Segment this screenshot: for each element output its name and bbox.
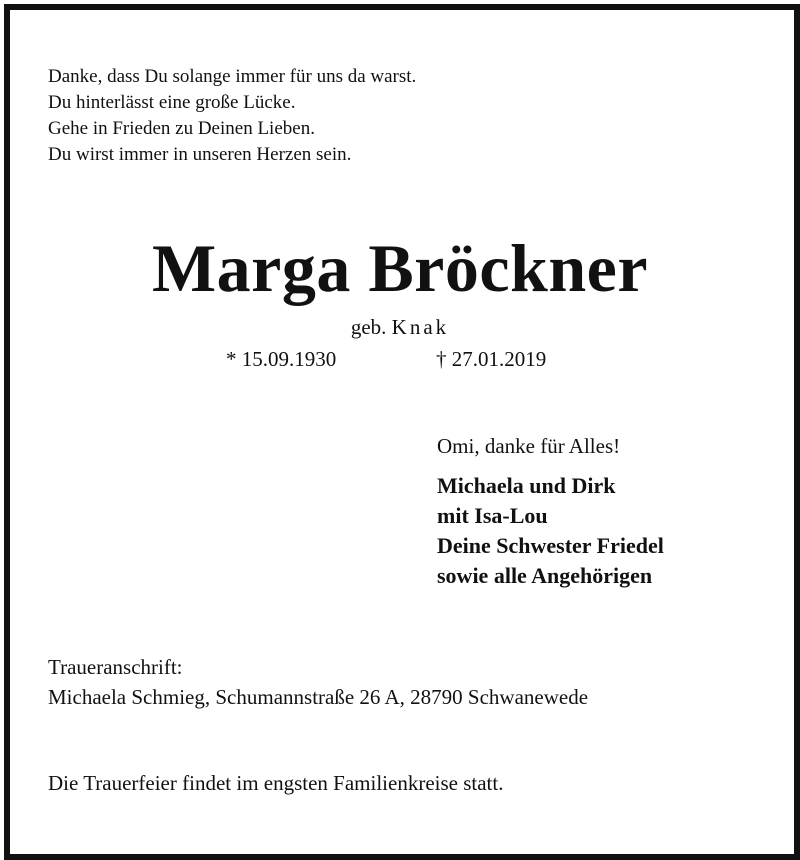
address-label: Traueranschrift: <box>48 655 183 679</box>
mourners-list <box>437 471 664 591</box>
address-value: Michaela Schmieg, Schumannstraße 26 A, 28790 Schwanewede <box>48 685 589 709</box>
poem-line: Du wirst immer in unseren Herzen sein. <box>48 144 352 165</box>
mourner-line: mit Isa-Lou <box>437 503 548 528</box>
memorial-poem <box>48 64 416 168</box>
mourning-address <box>48 652 588 712</box>
poem-line: Du hinterlässt eine große Lücke. <box>48 92 296 113</box>
poem-line: Danke, dass Du solange immer für uns da warst. <box>48 66 417 87</box>
birth-date: * 15.09.1930 <box>226 347 337 371</box>
death-date: † 27.01.2019 <box>436 347 547 371</box>
poem-line: Gehe in Frieden zu Deinen Lieben. <box>48 118 315 139</box>
birth-name <box>0 313 800 341</box>
mourner-line: sowie alle Angehörigen <box>437 563 653 588</box>
mourner-line: Deine Schwester Friedel <box>437 533 664 558</box>
birth-surname: Knak <box>391 315 450 339</box>
birth-name-prefix: geb. <box>350 315 387 339</box>
ceremony-note: Die Trauerfeier findet im engsten Familienkreise statt. <box>48 771 504 795</box>
mourner-line: Michaela und Dirk <box>437 473 616 498</box>
thanks-line: Omi, danke für Alles! <box>437 434 621 458</box>
deceased-name: Marga Bröckner <box>151 230 649 306</box>
